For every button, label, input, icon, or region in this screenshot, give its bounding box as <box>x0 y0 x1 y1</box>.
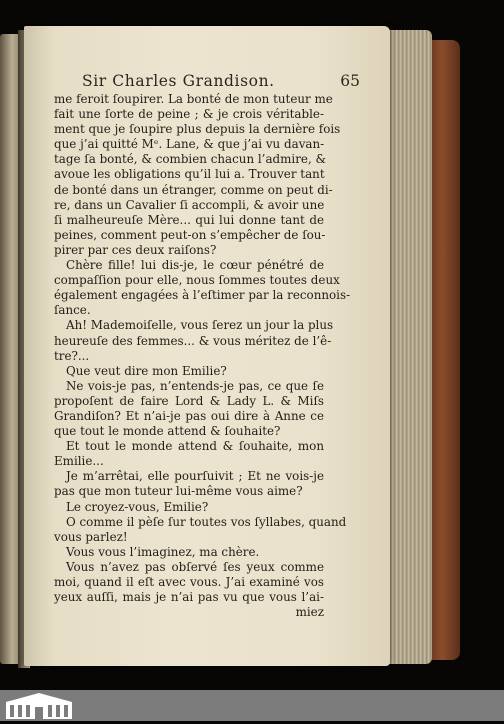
text-line: Chère fille! lui dis-je, le cœur pénétré de <box>66 258 324 273</box>
text-line: tre?... <box>54 348 90 363</box>
text-line: que j’ai quitté Mᵉ. Lane, & que j’ai vu davan- <box>54 137 325 152</box>
text-line: Ne vois-je pas, n’entends-je pas, ce que ſe <box>66 378 324 393</box>
text-line: Ah! Mademoiſelle, vous ſerez un jour la plus <box>66 318 334 333</box>
text-line: compaſſion pour elle, nous ſommes toutes deux <box>54 273 340 288</box>
text-line: Je m’arrêtai, elle pourſuivit ; Et ne vois-je <box>66 469 324 484</box>
page-edges <box>388 30 432 664</box>
page-number: 65 <box>340 72 360 90</box>
book-cover-edge <box>430 40 460 660</box>
text-line: de bonté dans un étranger, comme on peut di- <box>54 182 333 197</box>
text-line: avoue les obligations qu’il lui a. Trouver tant <box>54 167 325 182</box>
text-line: pirer par ces deux raiſons? <box>54 242 217 257</box>
text-line: vous parlez! <box>54 529 128 544</box>
text-line: re, dans un Cavalier ſi accompli, & avoir une <box>54 197 325 212</box>
text-line: que tout le monde attend & ſouhaite? <box>54 424 281 439</box>
text-line: ſi malheureuſe Mère... qui lui donne tant de <box>54 212 324 227</box>
text-line: Et tout le monde attend & ſouhaite, mon <box>66 439 324 454</box>
text-line: Vous vous l’imaginez, ma chère. <box>66 544 260 559</box>
text-line: Le croyez-vous, Emilie? <box>66 499 209 514</box>
text-line: pas que mon tuteur lui-même vous aime? <box>54 484 303 499</box>
text-line: tage ſa bonté, & combien chacun l’admire, & <box>54 152 327 167</box>
text-line: Grandiſon? Et n’ai-je pas oui dire à Anne ce <box>54 408 324 423</box>
page-body-text <box>54 92 351 620</box>
running-title: Sir Charles Grandison. <box>82 72 275 90</box>
text-line: O comme il pèſe ſur toutes vos ſyllabes, quand <box>66 514 347 529</box>
text-line: me feroit ſoupirer. La bonté de mon tuteur me <box>54 92 333 106</box>
text-line: fait une ſorte de peine ; & je crois véritable- <box>54 107 324 122</box>
text-line: Emilie... <box>54 454 104 469</box>
text-line: moi, quand il eſt avec vous. J’ai examiné vos <box>54 575 324 589</box>
viewer-footer-bar <box>0 690 504 721</box>
text-line: Que veut dire mon Emilie? <box>66 363 227 378</box>
text-line: yeux auſſi, mais je n’ai pas vu que vous l’ai- <box>54 590 324 605</box>
text-line: ſance. <box>54 303 91 318</box>
building-facade-icon <box>4 692 74 724</box>
text-line: ment que je ſoupire plus depuis la dernière fois <box>54 122 341 137</box>
running-header <box>70 72 370 92</box>
text-line: peines, comment peut-on s’empêcher de ſou- <box>54 227 326 242</box>
text-line: miez <box>295 605 324 620</box>
text-line: propoſent de faire Lord & Lady L. & Miſs <box>54 393 324 408</box>
text-line: également engagées à l’eſtimer par la reconnois- <box>54 288 351 303</box>
text-line: heureuſe des femmes... & vous méritez de l’ê- <box>54 333 332 348</box>
text-line: Vous n’avez pas obſervé ſes yeux comme <box>66 559 324 574</box>
